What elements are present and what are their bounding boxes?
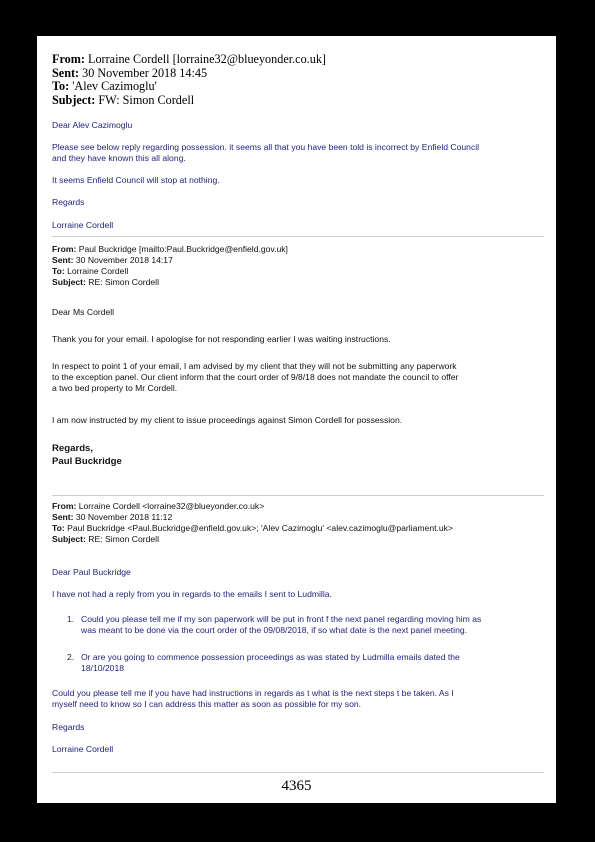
email1-paragraph-1 <box>52 142 547 164</box>
separator <box>52 772 544 773</box>
text-line: 18/10/2018 <box>81 663 125 673</box>
to-label: To: <box>52 266 65 276</box>
sent-value: 30 November 2018 14:17 <box>75 255 173 265</box>
email3-closing: Regards <box>52 722 85 732</box>
email1-greeting: Dear Alev Cazimoglu <box>52 120 133 130</box>
from-value: Lorraine Cordell [lorraine32@blueyonder.co.uk] <box>88 52 326 66</box>
email2-paragraph-1: Thank you for your email. I apologise for not responding earlier I was waiting instructions. <box>52 334 391 344</box>
email3-signature: Lorraine Cordell <box>52 744 114 754</box>
list-number: 2. <box>67 652 75 662</box>
page-number: 4365 <box>281 778 312 794</box>
sent-label: Sent: <box>52 255 74 265</box>
document-page <box>37 36 556 803</box>
email1-header <box>52 53 547 107</box>
separator <box>52 495 544 496</box>
from-label: From: <box>52 52 85 66</box>
subject-value: FW: Simon Cordell <box>98 92 195 107</box>
separator <box>52 236 544 237</box>
sent-value: 30 November 2018 11:12 <box>75 512 173 522</box>
email3-header <box>52 501 547 545</box>
to-label: To: <box>52 523 65 533</box>
text-line: to the exception panel. Our client inform that the court order of 9/8/18 does not mandate the council to offer <box>52 372 459 382</box>
email2-closing: Regards, <box>52 443 94 454</box>
email2-greeting: Dear Ms Cordell <box>52 307 115 317</box>
to-value: Lorraine Cordell <box>67 266 129 276</box>
from-label: From: <box>52 244 77 254</box>
email3-greeting: Dear Paul Buckridge <box>52 567 131 577</box>
email2-header <box>52 244 547 288</box>
email2-paragraph-2 <box>52 361 547 394</box>
from-value: Lorraine Cordell <lorraine32@blueyonder.co.uk> <box>78 501 265 511</box>
sent-label: Sent: <box>52 512 74 522</box>
text-line: In respect to point 1 of your email, I am advised by my client that they will not be submitting any paperwork <box>52 361 457 371</box>
sent-label: Sent: <box>52 65 80 80</box>
text-line: Could you please tell me if my son paperwork will be put in front f the next panel regarding moving him as <box>81 614 482 624</box>
subject-value: RE: Simon Cordell <box>88 277 159 287</box>
email2-signoff <box>52 442 547 468</box>
text-line: Or are you going to commence possession proceedings as was stated by Ludmilla emails dated the <box>81 652 460 662</box>
subject-label: Subject: <box>52 92 96 107</box>
subject-label: Subject: <box>52 277 86 287</box>
text-line: a two bed property to Mr Cordell. <box>52 383 178 393</box>
text-line: was meant to be done via the court order of the 09/08/2018, if so what date is the next panel meeting. <box>81 625 468 635</box>
email1-closing: Regards <box>52 197 85 207</box>
email1-paragraph-2: It seems Enfield Council will stop at nothing. <box>52 175 220 185</box>
email3-paragraph-2 <box>52 688 547 710</box>
email2-paragraph-3: I am now instructed by my client to issue proceedings against Simon Cordell for possession. <box>52 415 403 425</box>
email2-signature: Paul Buckridge <box>52 456 122 467</box>
list-number: 1. <box>67 614 75 624</box>
text-line: Please see below reply regarding possession. it seems all that you have been told is incorrect by Enfield Council <box>52 142 480 152</box>
to-label: To: <box>52 79 70 94</box>
to-value: 'Alev Cazimoglu' <box>72 79 157 94</box>
email3-paragraph-1: I have not had a reply from you in regards to the emails I sent to Ludmilla. <box>52 589 332 599</box>
text-line: myself need to know so I can address this matter as soon as possible for my son. <box>52 699 362 709</box>
from-label: From: <box>52 501 77 511</box>
sent-value: 30 November 2018 14:45 <box>82 65 208 80</box>
from-value: Paul Buckridge [mailto:Paul.Buckridge@enfield.gov.uk] <box>78 244 288 254</box>
text-line: Could you please tell me if you have had instructions in regards as t what is the next steps t be taken. As I <box>52 688 454 698</box>
to-value: Paul Buckridge <Paul.Buckridge@enfield.gov.uk>; 'Alev Cazimoglu' <alev.cazimoglu@parliament.uk> <box>67 523 453 533</box>
text-line: and they have known this all along. <box>52 153 186 163</box>
subject-value: RE: Simon Cordell <box>88 534 159 544</box>
subject-label: Subject: <box>52 534 86 544</box>
email1-signature: Lorraine Cordell <box>52 220 114 230</box>
